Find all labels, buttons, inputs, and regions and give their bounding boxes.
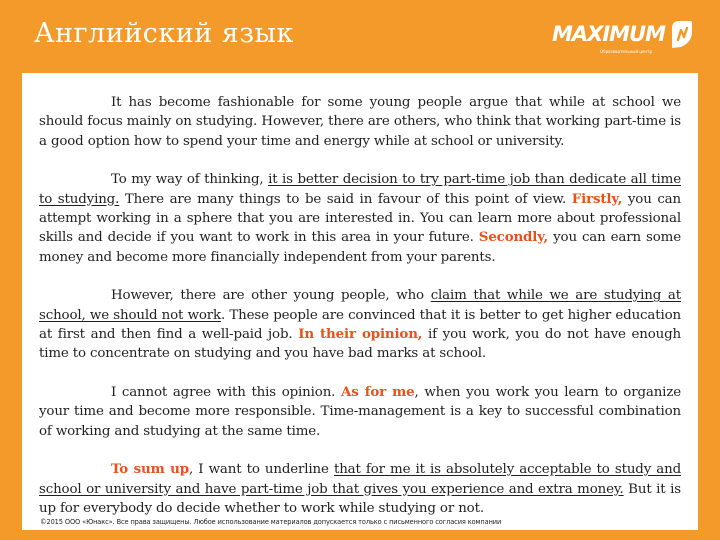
text-run: you can attempt working in a sphere that you are interested in. You can learn more about professional skills and decide if you want to work in this area in your future. (39, 191, 681, 246)
copyright-footer: ©2015 ООО «Юнакс». Все права защищены. Любое использование материалов допускается только с письменного согласия компании (40, 518, 502, 526)
text-run: But it is up for everybody do decide whether to work while studying or not. (39, 481, 681, 516)
text-run: It has become fashionable for some young people argue that while at school we should focus mainly on studying. However, there are others, who think that working part-time is a good option how to spend your time and energy while at school or university. (39, 95, 681, 149)
maximum-logo (552, 16, 692, 60)
essay-paragraph (39, 460, 681, 518)
header (0, 0, 720, 64)
text-run: However, there are other young people, who (111, 288, 431, 304)
text-run: To my way of thinking, (111, 172, 269, 188)
text-run: if you work, you do not have enough time to concentrate on studying and you have bad marks at school. (39, 327, 682, 362)
essay-paragraph (39, 170, 681, 267)
underlined-phrase: claim that while we are studying at school, we should not work (39, 288, 681, 323)
essay-paragraph (39, 383, 681, 441)
linking-phrase: To sum up (111, 461, 189, 478)
essay-text (39, 93, 681, 518)
linking-phrase: Secondly, (478, 229, 549, 246)
linking-phrase: As for me (341, 383, 415, 400)
underlined-phrase: it is better decision to try part-time job than dedicate all time to studying. (39, 172, 681, 207)
logo-wordmark: MAXIMUM (552, 22, 666, 46)
text-run: There are many things to be said in favour of this point of view. (119, 191, 572, 207)
essay-paragraph (39, 286, 681, 364)
linking-phrase: Firstly, (571, 190, 623, 207)
logo-mark-icon (668, 18, 694, 52)
text-run: , when you work you learn to organize your time and become more responsible. Time-management is a key to successful combination of working and studying at the same time. (39, 384, 681, 439)
text-run: you can earn some money and become more financially independent from your parents. (39, 230, 681, 265)
page-title: Английский язык (34, 18, 294, 49)
text-run: . These people are convinced that it is better to get higher education at first and then find a well-paid job. (39, 307, 681, 343)
logo-tagline: Образовательный центр (600, 49, 653, 54)
linking-phrase: In their opinion, (298, 326, 423, 343)
essay-panel (22, 73, 698, 530)
essay-paragraph (39, 93, 681, 151)
text-run: I cannot agree with this opinion. (111, 384, 341, 400)
underlined-phrase: that for me it is absolutely acceptable to study and school or university and have part-time job that gives you experience and extra money. (39, 462, 682, 497)
text-run: , I want to underline (189, 462, 334, 478)
